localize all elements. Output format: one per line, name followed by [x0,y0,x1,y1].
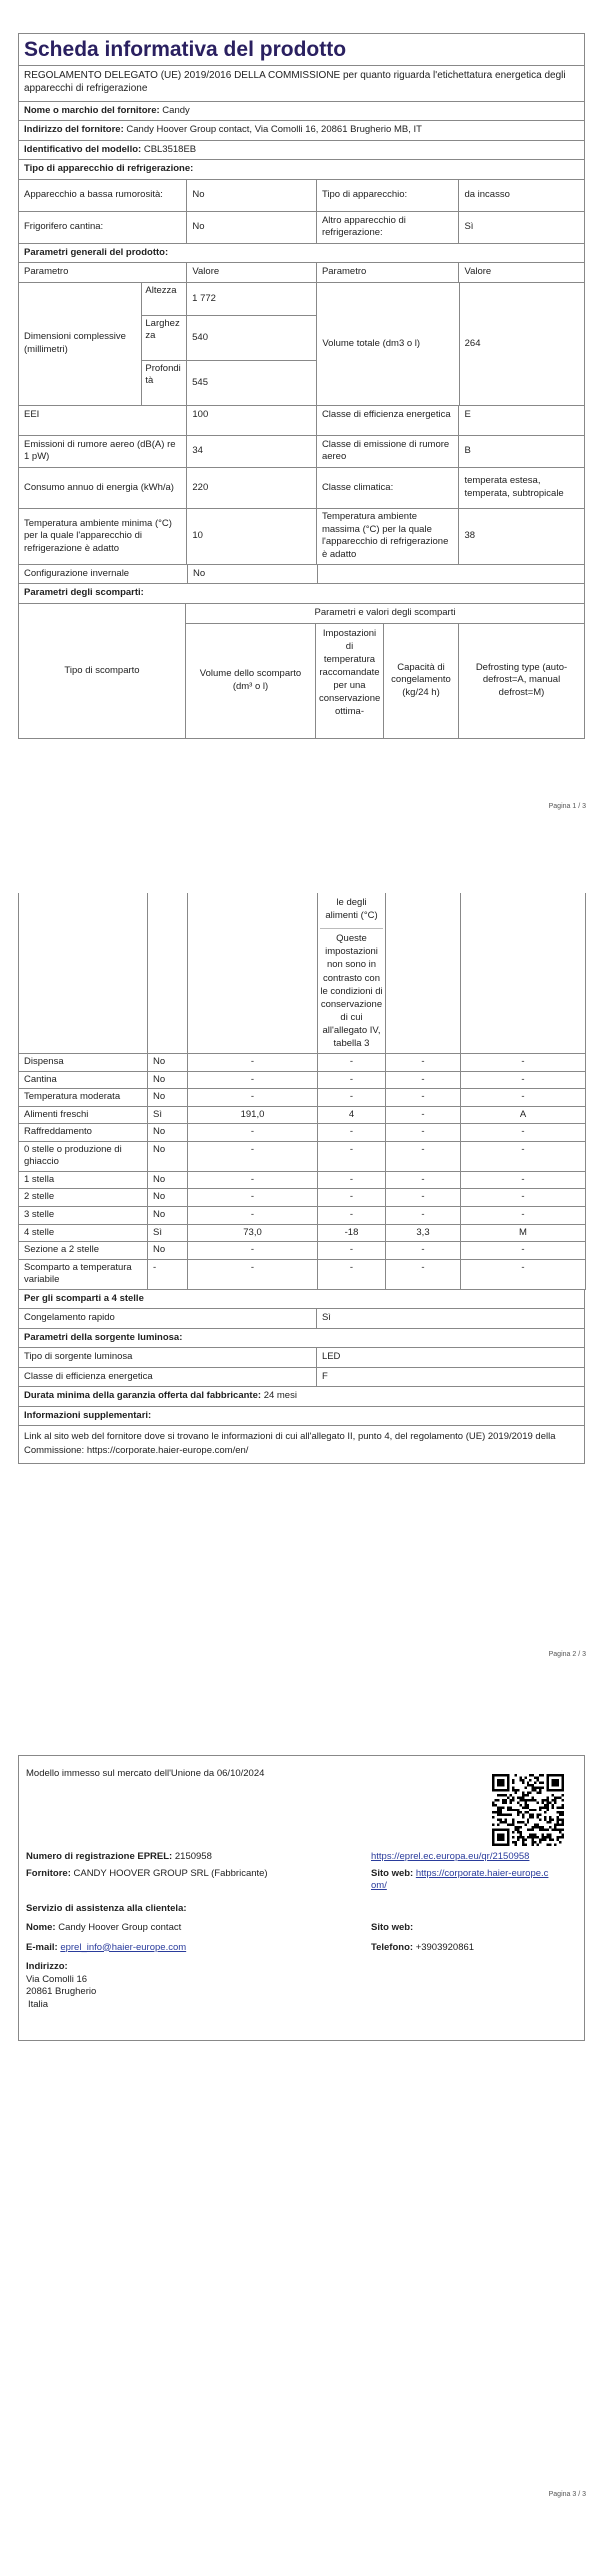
eei-label: EEI [19,406,187,435]
additional-info-block [18,1290,585,1464]
compartment-freezing-capacity: - [386,1071,461,1089]
compartment-defrost-type: - [461,1054,586,1072]
supplier-name-label: Nome o marchio del fornitore: [24,104,160,116]
light-type-value: LED [321,1351,341,1363]
light-class-value: F [321,1370,328,1382]
general-header-row [19,263,584,283]
compartment-volume: 73,0 [188,1224,318,1242]
service-name-label: Nome: [26,1922,56,1934]
info-row [19,1426,584,1463]
compartment-temperature: - [318,1141,386,1171]
depth-value: 545 [192,376,208,388]
compartment-header-continuation [19,893,586,1054]
compartment-row [19,1141,586,1171]
winter-label: Configurazione invernale [19,565,188,584]
compartment-defrost-type: - [461,1089,586,1107]
compartment-volume: - [188,1171,318,1189]
compartment-name: Sezione a 2 stelle [19,1242,148,1260]
compartment-freezing-capacity: - [386,1141,461,1171]
email-label: E-mail: [26,1941,58,1953]
dimensions-row [19,283,584,406]
comp-temp-header: Impostazioni di temperatura raccomandate per una conservazione ottima- [316,624,384,738]
compartment-temperature: - [318,1089,386,1107]
eei-row [19,406,584,436]
other-label: Altro apparecchio di refrigerazione: [317,212,460,243]
compartment-name: Cantina [19,1071,148,1089]
min-temp-value: 10 [187,509,317,564]
type-section-heading: Tipo di apparecchio di refrigerazione: [24,163,194,175]
compartment-row [19,1089,586,1107]
climate-label: Classe climatica: [317,468,460,508]
service-website-label: Sito web: [371,1922,414,1934]
compartment-freezing-capacity: - [386,1089,461,1107]
compartment-freezing-capacity: 3,3 [386,1224,461,1242]
light-class-row [19,1368,584,1388]
comp-defrost-header: Defrosting type (auto-defrost=A, manual defrost=M) [475,661,568,698]
volume-label: Volume totale (dm3 o l) [317,283,459,405]
warranty-label: Durata minima della garanzia offerta dal fabbricante: [24,1390,262,1402]
info-section-heading: Informazioni supplementari: [24,1409,152,1421]
phone-value: +3903920861 [415,1941,475,1953]
compartment-rows [19,1054,586,1289]
page-title: Scheda informativa del prodotto [19,34,584,66]
address-line3: Italia [28,1998,49,2010]
comp-params-header: Parametri e valori degli scomparti [186,604,584,624]
website-link-line2[interactable]: om/ [371,1880,387,1892]
compartment-row [19,1106,586,1124]
eprel-link[interactable]: https://eprel.ec.europa.eu/qr/2150958 [371,1851,530,1862]
compartment-header-part1 [19,604,584,738]
col-param-header: Parametro [19,263,187,282]
compartment-row [19,1189,586,1207]
email-link[interactable]: eprel_info@haier-europe.com [60,1941,187,1953]
model-row [19,141,584,161]
energy-class-label: Classe di efficienza energetica [317,406,460,435]
compartment-defrost-type: - [461,1141,586,1171]
compartment-row [19,1071,586,1089]
eprel-label: Numero di registrazione EPREL: [26,1851,173,1862]
light-section-heading: Parametri della sorgente luminosa: [24,1331,183,1343]
temperature-row [19,509,584,565]
col-value-header: Valore [187,263,317,282]
compartment-volume: - [188,1089,318,1107]
comp-type-header: Tipo di scomparto [19,604,186,738]
light-type-label: Tipo di sorgente luminosa [19,1348,317,1367]
compartment-row [19,1259,586,1289]
height-value: 1 772 [192,292,216,304]
eei-value: 100 [187,406,317,435]
compartment-defrost-type: A [461,1106,586,1124]
compartment-defrost-type: - [461,1259,586,1289]
compartment-name: Scomparto a temperatura variabile [19,1259,148,1289]
compartment-temperature: - [318,1054,386,1072]
light-class-label: Classe di efficienza energetica [19,1368,317,1387]
compartment-present: No [148,1206,188,1224]
market-date: 06/10/2024 [216,1768,265,1779]
compartment-present: Sì [148,1106,188,1124]
consumption-row [19,468,584,509]
compartment-present: No [148,1124,188,1142]
compartment-volume: 191,0 [188,1106,318,1124]
address-line2: 20861 Brugherio [26,1986,97,1998]
compartment-row [19,1124,586,1142]
compartment-name: 3 stelle [19,1206,148,1224]
compartment-present: No [148,1054,188,1072]
compartment-freezing-capacity: - [386,1106,461,1124]
noise-label: Emissioni di rumore aereo (dB(A) re 1 pW) [19,436,187,467]
compartment-row [19,1054,586,1072]
compartment-name: 4 stelle [19,1224,148,1242]
width-label: Larghezza [142,316,187,360]
page-number: Pagina 1 / 3 [548,803,586,810]
compartment-row [19,1206,586,1224]
compartment-volume: - [188,1071,318,1089]
compartment-present: No [148,1242,188,1260]
compartment-temperature: - [318,1071,386,1089]
low-noise-label: Apparecchio a bassa rumorosità: [19,180,187,211]
compartment-temperature: - [318,1124,386,1142]
col-value2-header: Valore [464,266,492,278]
website-label: Sito web: [371,1867,414,1879]
compartment-temperature: - [318,1189,386,1207]
compartment-name: Temperatura moderata [19,1089,148,1107]
consumption-value: 220 [187,468,317,508]
comp-volume-header: Volume dello scomparto (dm³ o l) [186,624,316,738]
consumption-label: Consumo annuo di energia (kWh/a) [19,468,187,508]
compartment-temperature: - [318,1171,386,1189]
compartment-freezing-capacity: - [386,1054,461,1072]
supplier-address-value: Candy Hoover Group contact, Via Comolli 16, 20861 Brugherio MB, IT [126,124,422,136]
max-temp-value: 38 [464,530,476,542]
compartment-present: Sì [148,1224,188,1242]
compartment-freezing-capacity: - [386,1189,461,1207]
compartment-freezing-capacity: - [386,1242,461,1260]
climate-value: temperata estesa, temperata, subtropicale [464,475,564,499]
wine-row [19,212,584,244]
winter-row [19,565,584,585]
general-section-heading: Parametri generali del prodotto: [24,246,169,258]
compartment-temperature: - [318,1259,386,1289]
compartment-volume: - [188,1124,318,1142]
compartment-present: No [148,1141,188,1171]
regulation-subtitle: REGOLAMENTO DELEGATO (UE) 2019/2016 DELLA COMMISSIONE per quanto riguarda l'etichettatura energetica degli apparecchi di refrigerazione [19,66,584,102]
qr-code-icon[interactable] [492,1774,564,1846]
compartment-defrost-type: - [461,1242,586,1260]
compartment-defrost-type: - [461,1171,586,1189]
compartment-name: Raffreddamento [19,1124,148,1142]
compartment-volume: - [188,1259,318,1289]
depth-label: Profondità [142,361,187,405]
supplier-address-label: Indirizzo del fornitore: [24,124,124,136]
max-temp-label: Temperatura ambiente massima (°C) per la quale l'apparecchio di refrigerazione è adatto [317,509,460,564]
page-2 [0,840,604,1680]
compartment-volume: - [188,1242,318,1260]
low-noise-row [19,180,584,212]
compartment-freezing-capacity: - [386,1206,461,1224]
compartment-temperature: 4 [318,1106,386,1124]
model-value: CBL3518EB [143,143,197,155]
wine-label: Frigorifero cantina: [19,212,187,243]
height-label: Altezza [142,283,187,315]
supplier-address-row [19,121,584,141]
compartment-temperature: -18 [318,1224,386,1242]
design-type-label: Tipo di apparecchio: [317,180,460,211]
compartment-freezing-capacity: - [386,1171,461,1189]
other-value: Sì [464,221,474,233]
compartment-row [19,1224,586,1242]
market-label: Modello immesso sul mercato dell'Unione da [26,1768,215,1779]
compartment-defrost-type: - [461,1124,586,1142]
compartment-freezing-capacity: - [386,1259,461,1289]
compartment-row [19,1242,586,1260]
compartment-row [19,1171,586,1189]
noise-class-label: Classe di emissione di rumore aereo [317,436,460,467]
energy-class-value: E [464,408,471,420]
wine-value: No [187,212,317,243]
compartment-name: 0 stelle o produzione di ghiaccio [19,1141,148,1171]
page-number: Pagina 3 / 3 [548,2491,586,2498]
page-number: Pagina 2 / 3 [548,1651,586,1658]
compartment-present: No [148,1089,188,1107]
compartment-defrost-type: - [461,1206,586,1224]
comp-temp-header-note: Queste impostazioni non sono in contrasto con le condizioni di conservazione di cui all'allegato IV, tabella 3 [320,933,383,1050]
compartments-table [18,893,586,1290]
noise-class-value: B [464,445,471,457]
warranty-row [19,1387,584,1407]
website-link-line1[interactable]: https://corporate.haier-europe.c [415,1867,549,1879]
eprel-value: 2150958 [174,1851,212,1862]
fast-freeze-row [19,1309,584,1329]
noise-row [19,436,584,468]
general-section-row [19,244,584,264]
service-section-heading: Servizio di assistenza alla clientela: [26,1902,187,1914]
address-label: Indirizzo: [26,1961,68,1973]
type-section-row [19,160,584,180]
compartment-freezing-capacity: - [386,1124,461,1142]
four-star-section-heading: Per gli scomparti a 4 stelle [24,1292,144,1304]
compartments-section-heading: Parametri degli scomparti: [24,587,144,599]
product-sheet-page-3 [18,1755,585,2041]
compartment-temperature: - [318,1242,386,1260]
col-param2-header: Parametro [317,263,460,282]
compartment-temperature: - [318,1206,386,1224]
min-temp-label: Temperatura ambiente minima (°C) per la quale l'apparecchio di refrigerazione è adatto [19,509,187,564]
product-sheet-page-2 [18,893,585,1464]
fast-freeze-label: Congelamento rapido [19,1309,317,1328]
supplier-name-row [19,102,584,122]
warranty-value: 24 mesi [263,1390,297,1402]
compartment-present: No [148,1071,188,1089]
comp-temp-header-tail: le degli alimenti (°C) [320,896,383,929]
compartment-name: 2 stelle [19,1189,148,1207]
compartment-name: 1 stella [19,1171,148,1189]
service-name-value: Candy Hoover Group contact [58,1922,182,1934]
supplier-label: Fornitore: [26,1867,71,1879]
model-label: Identificativo del modello: [24,143,142,155]
info-url: https://corporate.haier-europe.com/en/ [86,1444,249,1456]
compartment-volume: - [188,1189,318,1207]
page-1 [0,0,604,840]
compartments-section-row [19,584,584,604]
light-type-row [19,1348,584,1368]
product-sheet-page-1 [18,33,585,739]
compartment-volume: - [188,1206,318,1224]
dimensions-label: Dimensioni complessive (millimetri) [19,283,142,405]
fast-freeze-value: Sì [321,1312,331,1324]
compartment-present: - [148,1259,188,1289]
compartment-defrost-type: M [461,1224,586,1242]
compartment-volume: - [188,1054,318,1072]
compartment-present: No [148,1189,188,1207]
width-value: 540 [192,331,208,343]
volume-value: 264 [464,337,481,349]
page-3 [0,1680,604,2520]
supplier-name-value: Candy [162,104,190,116]
compartment-name: Dispensa [19,1054,148,1072]
noise-value: 34 [187,436,317,467]
supplier-value: CANDY HOOVER GROUP SRL (Fabbricante) [73,1867,268,1879]
compartment-name: Alimenti freschi [19,1106,148,1124]
compartment-volume: - [188,1141,318,1171]
info-text: Link al sito web del fornitore dove si trovano le informazioni di cui all'allegato II, punto 4, del regolamento (UE) 2019/2019 della Commissione: [24,1431,556,1456]
phone-label: Telefono: [371,1941,414,1953]
compartment-defrost-type: - [461,1071,586,1089]
address-line1: Via Comolli 16 [26,1973,88,1985]
compartment-defrost-type: - [461,1189,586,1207]
dimensions-values [142,283,317,405]
design-type-value: da incasso [464,189,510,201]
compartment-present: No [148,1171,188,1189]
comp-freeze-header: Capacità di congelamento (kg/24 h) [384,624,459,738]
winter-value: No [188,565,318,584]
low-noise-value: No [187,180,317,211]
comp-temp-header-continuation [318,893,386,1054]
